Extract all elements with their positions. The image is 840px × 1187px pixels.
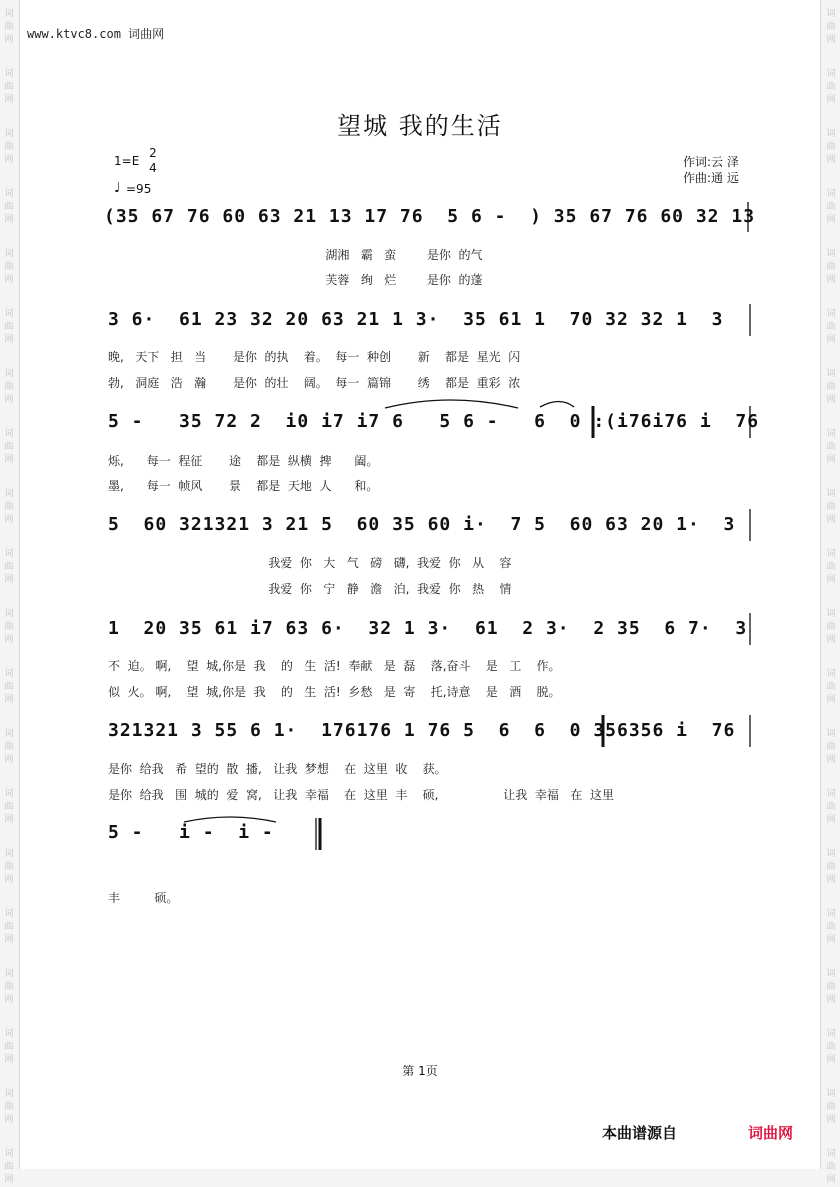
watermark-column-right: [822, 0, 840, 1185]
watermark-char: 曲: [826, 622, 836, 632]
notation-line-3: 5 - 35 72 2 i0 i7 i7 6 5 6 - 6 0 :(i76i76 i 76: [108, 411, 760, 432]
site-url[interactable]: www.ktvc8.com 词曲网: [27, 27, 165, 41]
lyric-line-6b: 是你 给我 围 城的 爱 窝, 让我 幸福 在 这里 丰 硕, 让我 幸福 在 这里: [108, 788, 614, 802]
watermark-char: 网: [826, 35, 836, 45]
watermark-char: 词: [826, 669, 836, 679]
watermark-char: 网: [826, 1055, 836, 1065]
watermark-char: 曲: [826, 1042, 836, 1052]
lyric-line-1b: 芙蓉 绚 烂 是你 的蓬: [108, 273, 483, 287]
watermark-char: 网: [4, 995, 14, 1005]
watermark-char: 网: [4, 1175, 14, 1185]
watermark-char: 词: [4, 129, 14, 139]
watermark-char: 词: [4, 1029, 14, 1039]
watermark-char: 词: [826, 969, 836, 979]
watermark-char: 网: [826, 815, 836, 825]
watermark-char: 网: [826, 635, 836, 645]
watermark-char: 网: [4, 335, 14, 345]
lyric-line-5b: 似 火。 啊, 望 城,你是 我 的 生 活! 乡愁 是 寄 托,诗意 是 酒 脱。: [108, 685, 561, 699]
watermark-char: 曲: [826, 1162, 836, 1172]
watermark-char: 词: [4, 249, 14, 259]
lyric-line-4a: 我爱 你 大 气 磅 礴, 我爱 你 从 容: [108, 556, 512, 570]
notation-line-1: (35 67 76 60 63 21 13 17 76 5 6 - ) 35 67 76 60 32 13: [104, 206, 756, 227]
watermark-char: 词: [4, 909, 14, 919]
watermark-char: 词: [826, 789, 836, 799]
watermark-char: 网: [4, 575, 14, 585]
time-signature: [146, 146, 160, 176]
source-site-link[interactable]: 词曲网: [748, 1124, 794, 1142]
watermark-char: 网: [4, 215, 14, 225]
watermark-char: 词: [826, 1149, 836, 1159]
watermark-char: 网: [4, 95, 14, 105]
watermark-char: 曲: [826, 82, 836, 92]
watermark-char: 词: [4, 789, 14, 799]
watermark-char: 曲: [826, 982, 836, 992]
lyric-line-3a: 烁, 每一 程征 途 都是 纵横 捭 阖。: [108, 454, 379, 468]
watermark-char: 曲: [826, 862, 836, 872]
song-title: 望城 我的生活: [337, 112, 503, 140]
watermark-char: 词: [826, 309, 836, 319]
watermark-char: 曲: [4, 1102, 14, 1112]
watermark-char: 曲: [4, 142, 14, 152]
lyric-line-6a: 是你 给我 希 望的 散 播, 让我 梦想 在 这里 收 获。: [108, 762, 447, 776]
watermark-char: 词: [826, 429, 836, 439]
watermark-char: 网: [826, 455, 836, 465]
watermark-char: 曲: [826, 22, 836, 32]
watermark-char: 曲: [4, 442, 14, 452]
watermark-char: 曲: [4, 622, 14, 632]
watermark-char: 词: [4, 489, 14, 499]
watermark-char: 曲: [4, 682, 14, 692]
watermark-char: 曲: [4, 862, 14, 872]
notation-line-6: 321321 3 55 6 1· 176176 1 76 5 6 6 0 356356 i 76: [108, 720, 736, 741]
watermark-char: 词: [826, 189, 836, 199]
watermark-char: 曲: [4, 562, 14, 572]
watermark-char: 词: [4, 609, 14, 619]
time-signature-top: 2: [149, 146, 157, 160]
source-label: 本曲谱源自: [602, 1124, 678, 1142]
notation-line-2: 3 6· 61 23 32 20 63 21 1 3· 35 61 1 70 32 32 1 3: [108, 309, 724, 330]
lyric-line-5a: 不 迫。 啊, 望 城,你是 我 的 生 活! 奉献 是 磊 落,奋斗 是 工 作。: [108, 659, 561, 673]
watermark-char: 网: [826, 575, 836, 585]
watermark-char: 词: [4, 1089, 14, 1099]
watermark-char: 网: [4, 755, 14, 765]
watermark-char: 词: [826, 69, 836, 79]
watermark-char: 词: [4, 969, 14, 979]
watermark-char: 曲: [826, 922, 836, 932]
watermark-char: 曲: [826, 442, 836, 452]
watermark-char: 曲: [4, 22, 14, 32]
watermark-char: 词: [4, 429, 14, 439]
watermark-char: 曲: [826, 1102, 836, 1112]
watermark-char: 曲: [4, 922, 14, 932]
watermark-char: 网: [826, 275, 836, 285]
lyric-line-3b: 墨, 每一 帧风 景 都是 天地 人 和。: [108, 479, 379, 493]
watermark-char: 网: [4, 515, 14, 525]
watermark-char: 网: [4, 815, 14, 825]
lyric-line-2a: 晚, 天下 担 当 是你 的执 着。 每一 种创 新 都是 星光 闪: [108, 350, 521, 364]
watermark-char: 网: [826, 875, 836, 885]
tempo-marking: =95: [126, 182, 152, 196]
watermark-char: 曲: [4, 802, 14, 812]
watermark-char: 词: [826, 609, 836, 619]
watermark-char: 曲: [4, 502, 14, 512]
watermark-char: 曲: [826, 502, 836, 512]
watermark-char: 曲: [4, 202, 14, 212]
composer-credit: 作曲:通 远: [683, 171, 739, 185]
watermark-char: 词: [826, 549, 836, 559]
watermark-char: 词: [826, 9, 836, 19]
lyric-line-7: 丰 硕。: [108, 891, 179, 905]
watermark-char: 网: [826, 755, 836, 765]
watermark-char: 词: [826, 489, 836, 499]
watermark-char: 词: [4, 729, 14, 739]
watermark-char: 网: [826, 335, 836, 345]
notation-line-5: 1 20 35 61 i7 63 6· 32 1 3· 61 2 3· 2 35 6 7· 3: [108, 618, 748, 639]
watermark-char: 网: [826, 935, 836, 945]
lyric-line-2b: 勃, 洞庭 浩 瀚 是你 的壮 阔。 每一 篇锦 绣 都是 重彩 浓: [108, 376, 521, 390]
watermark-char: 词: [4, 309, 14, 319]
watermark-char: 网: [4, 395, 14, 405]
watermark-char: 曲: [4, 742, 14, 752]
watermark-char: 曲: [826, 262, 836, 272]
watermark-char: 曲: [4, 82, 14, 92]
watermark-char: 词: [826, 369, 836, 379]
watermark-char: 曲: [826, 382, 836, 392]
time-signature-bottom: 4: [149, 161, 157, 175]
watermark-char: 网: [4, 1115, 14, 1125]
watermark-char: 网: [4, 455, 14, 465]
watermark-char: 网: [4, 935, 14, 945]
watermark-char: 词: [4, 849, 14, 859]
notation-line-4: 5 60 321321 3 21 5 60 35 60 i· 7 5 60 63 20 1· 3: [108, 514, 736, 535]
key-signature: 1=E: [114, 154, 140, 168]
watermark-char: 曲: [826, 142, 836, 152]
watermark-char: 曲: [4, 1042, 14, 1052]
watermark-char: 网: [4, 1055, 14, 1065]
watermark-char: 曲: [826, 742, 836, 752]
watermark-char: 网: [826, 995, 836, 1005]
watermark-char: 网: [826, 395, 836, 405]
watermark-char: 词: [4, 189, 14, 199]
watermark-char: 词: [4, 9, 14, 19]
watermark-char: 网: [4, 35, 14, 45]
watermark-char: 网: [826, 1175, 836, 1185]
watermark-char: 曲: [826, 322, 836, 332]
watermark-char: 曲: [4, 982, 14, 992]
watermark-char: 词: [4, 69, 14, 79]
watermark-char: 曲: [826, 562, 836, 572]
watermark-char: 词: [826, 249, 836, 259]
watermark-char: 词: [826, 849, 836, 859]
watermark-char: 词: [826, 129, 836, 139]
watermark-char: 曲: [826, 682, 836, 692]
watermark-char: 词: [4, 1149, 14, 1159]
lyric-line-4b: 我爱 你 宁 静 澹 泊, 我爱 你 热 情: [108, 582, 512, 596]
watermark-char: 网: [826, 1115, 836, 1125]
watermark-char: 词: [4, 669, 14, 679]
watermark-char: 网: [826, 695, 836, 705]
lyric-line-1a: 湖湘 霸 蛮 是你 的气: [108, 248, 483, 262]
lyricist-credit: 作词:云 泽: [683, 155, 739, 169]
watermark-char: 词: [4, 369, 14, 379]
watermark-char: 曲: [4, 322, 14, 332]
watermark-char: 曲: [4, 1162, 14, 1172]
notation-line-7: 5 - i - i -: [108, 822, 274, 843]
quarter-note-icon: ♩: [114, 180, 121, 196]
watermark-char: 网: [826, 515, 836, 525]
watermark-char: 网: [826, 155, 836, 165]
watermark-char: 曲: [826, 802, 836, 812]
watermark-char: 网: [826, 95, 836, 105]
watermark-char: 网: [826, 215, 836, 225]
watermark-char: 网: [4, 695, 14, 705]
watermark-char: 曲: [4, 382, 14, 392]
watermark-char: 网: [4, 275, 14, 285]
watermark-char: 词: [826, 1089, 836, 1099]
watermark-char: 网: [4, 635, 14, 645]
watermark-char: 网: [4, 875, 14, 885]
watermark-char: 词: [826, 729, 836, 739]
watermark-char: 词: [826, 909, 836, 919]
page-number: 第 1页: [402, 1064, 438, 1078]
watermark-char: 曲: [4, 262, 14, 272]
watermark-char: 词: [826, 1029, 836, 1039]
watermark-column-left: [0, 0, 18, 1185]
watermark-char: 曲: [826, 202, 836, 212]
watermark-char: 词: [4, 549, 14, 559]
watermark-char: 网: [4, 155, 14, 165]
